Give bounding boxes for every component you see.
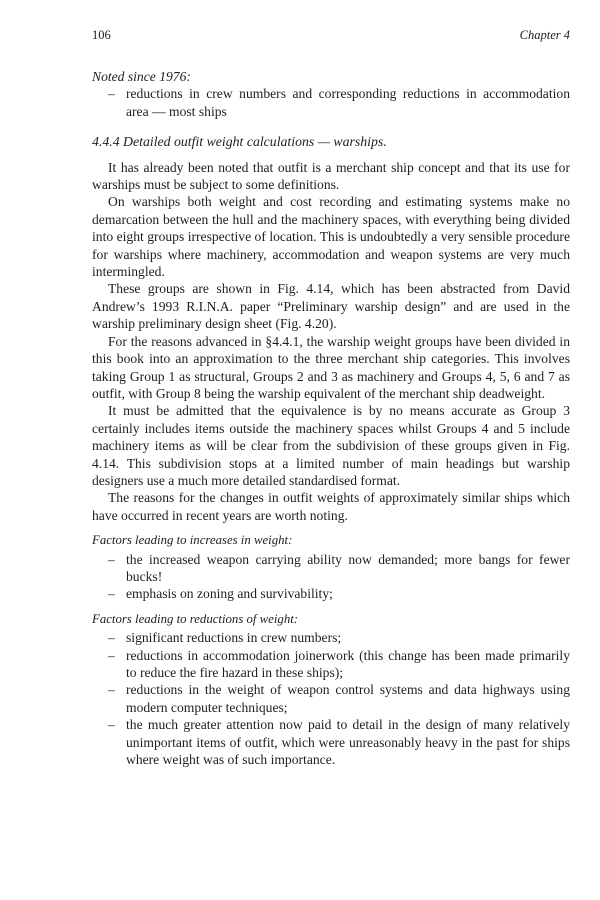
chapter-label: Chapter 4 [519, 28, 570, 42]
section-heading: 4.4.4 Detailed outfit weight calculations — warships. [92, 134, 387, 150]
increase-item: – the increased weapon carrying ability now demanded; more bangs for fewer bucks! [92, 551, 570, 586]
paragraph: For the reasons advanced in §4.4.1, the warship weight groups have been divided in this book into an approximation to the three merchant ship categories. This involves taking Group 1 as structural, Groups 2 and 3 as machinery and Groups 4, 5, 6 and 7 as outfit, with Group 8 being the warship equivalent of the merchant ship deadweight. [92, 333, 570, 401]
reduction-item: – significant reductions in crew numbers; [92, 629, 570, 646]
page-number: 106 [92, 28, 111, 42]
reductions-label: Factors leading to reductions of weight: [92, 611, 299, 626]
paragraph: These groups are shown in Fig. 4.14, which has been abstracted from David Andrew’s 1993 R.I.N.A. paper “Preliminary warship design” and are used in the warship preliminary design sheet (Fig. 4.20). [92, 281, 570, 332]
reductions-list [92, 629, 570, 768]
noted-label: Noted since 1976: [92, 69, 191, 84]
noted-list [92, 85, 570, 120]
body-text [92, 68, 570, 768]
paragraph: It has already been noted that outfit is a merchant ship concept and that its use for warships must be subject to some definitions. [92, 159, 570, 193]
reduction-item: – the much greater attention now paid to detail in the design of many relatively unimportant items of outfit, which were unreasonably heavy in the past for ships where weight was of such importance. [92, 716, 570, 768]
paragraph: On warships both weight and cost recording and estimating systems make no demarcation between the hull and the machinery spaces, with everything being divided into eight groups irrespective of location. This is undoubtedly a very sensible procedure for warships where machinery, accommodation and weapon systems are very much intermingled. [92, 194, 570, 280]
paragraph: The reasons for the changes in outfit weights of approximately similar ships which have occurred in recent years are worth noting. [92, 490, 570, 523]
reduction-item: – reductions in accommodation joinerwork (this change has been made primarily to reduce the fire hazard in these ships); [92, 647, 570, 682]
reduction-item: – reductions in the weight of weapon control systems and data highways using modern computer techniques; [92, 681, 570, 716]
increase-item: – emphasis on zoning and survivability; [92, 585, 570, 602]
noted-item: – reductions in crew numbers and corresponding reductions in accommodation area — most ships [92, 85, 570, 120]
increases-list [92, 551, 570, 603]
paragraph: It must be admitted that the equivalence is by no means accurate as Group 3 certainly includes items outside the machinery spaces whilst Groups 4 and 5 include machinery items as will be clear from the subdivision of these groups given in Fig. 4.14. This subdivision stops at a limited number of main headings but warship designers use a much more detailed standardised format. [92, 403, 570, 488]
increases-label: Factors leading to increases in weight: [92, 533, 293, 548]
